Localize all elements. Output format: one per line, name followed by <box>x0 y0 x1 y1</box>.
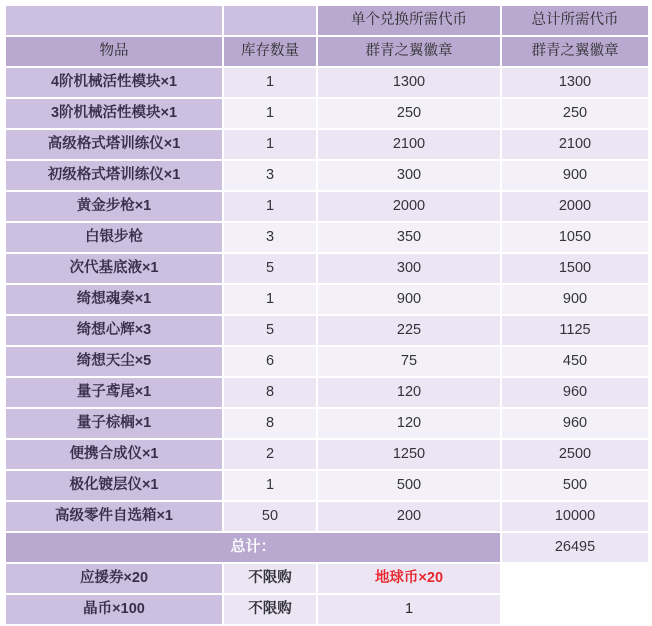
row-item-name: 便携合成仪×1 <box>5 439 223 470</box>
row-stock: 5 <box>223 315 317 346</box>
footer-stock: 不限购 <box>223 594 317 625</box>
header-total-cost: 总计所需代币 <box>501 5 649 36</box>
row-total-cost: 960 <box>501 408 649 439</box>
row-stock: 50 <box>223 501 317 532</box>
row-stock: 6 <box>223 346 317 377</box>
header-unit-currency: 群青之翼徽章 <box>317 36 501 67</box>
row-unit-cost: 900 <box>317 284 501 315</box>
row-unit-cost: 120 <box>317 377 501 408</box>
row-unit-cost: 120 <box>317 408 501 439</box>
row-unit-cost: 1300 <box>317 67 501 98</box>
row-unit-cost: 2000 <box>317 191 501 222</box>
row-item-name: 绮想魂奏×1 <box>5 284 223 315</box>
row-unit-cost: 300 <box>317 160 501 191</box>
row-item-name: 初级格式塔训练仪×1 <box>5 160 223 191</box>
row-total-cost: 960 <box>501 377 649 408</box>
footer-item-name: 晶币×100 <box>5 594 223 625</box>
row-item-name: 绮想心辉×3 <box>5 315 223 346</box>
table-row <box>5 346 649 377</box>
row-stock: 5 <box>223 253 317 284</box>
table-totals-row <box>5 532 649 563</box>
table-row <box>5 470 649 501</box>
table-row <box>5 160 649 191</box>
footer-total-cost <box>501 563 649 594</box>
footer-stock: 不限购 <box>223 563 317 594</box>
row-stock: 1 <box>223 67 317 98</box>
row-total-cost: 1125 <box>501 315 649 346</box>
row-total-cost: 10000 <box>501 501 649 532</box>
row-stock: 8 <box>223 377 317 408</box>
table-row <box>5 222 649 253</box>
row-total-cost: 1050 <box>501 222 649 253</box>
table-row <box>5 253 649 284</box>
header-unit-cost: 单个兑换所需代币 <box>317 5 501 36</box>
row-item-name: 白银步枪 <box>5 222 223 253</box>
row-unit-cost: 1250 <box>317 439 501 470</box>
row-item-name: 量子鸢尾×1 <box>5 377 223 408</box>
row-stock: 1 <box>223 129 317 160</box>
row-total-cost: 1500 <box>501 253 649 284</box>
row-unit-cost: 500 <box>317 470 501 501</box>
row-stock: 8 <box>223 408 317 439</box>
row-unit-cost: 200 <box>317 501 501 532</box>
exchange-cost-table-sheet <box>0 4 652 617</box>
row-total-cost: 2500 <box>501 439 649 470</box>
footer-unit-cost: 1 <box>317 594 501 625</box>
exchange-cost-table <box>4 4 650 626</box>
header-stock: 库存数量 <box>223 36 317 67</box>
row-unit-cost: 350 <box>317 222 501 253</box>
row-total-cost: 1300 <box>501 67 649 98</box>
table-row <box>5 191 649 222</box>
row-unit-cost: 250 <box>317 98 501 129</box>
row-item-name: 高级零件自选箱×1 <box>5 501 223 532</box>
row-item-name: 次代基底液×1 <box>5 253 223 284</box>
table-row <box>5 129 649 160</box>
row-stock: 1 <box>223 98 317 129</box>
footer-item-name: 应援券×20 <box>5 563 223 594</box>
row-total-cost: 500 <box>501 470 649 501</box>
table-footer-row <box>5 563 649 594</box>
row-total-cost: 450 <box>501 346 649 377</box>
header-total-currency: 群青之翼徽章 <box>501 36 649 67</box>
table-header-row-top <box>5 5 649 36</box>
header-blank-stock <box>223 5 317 36</box>
row-unit-cost: 225 <box>317 315 501 346</box>
table-row <box>5 501 649 532</box>
row-unit-cost: 2100 <box>317 129 501 160</box>
row-total-cost: 2100 <box>501 129 649 160</box>
table-row <box>5 284 649 315</box>
row-stock: 3 <box>223 160 317 191</box>
row-total-cost: 900 <box>501 284 649 315</box>
row-stock: 2 <box>223 439 317 470</box>
row-item-name: 黄金步枪×1 <box>5 191 223 222</box>
row-stock: 1 <box>223 191 317 222</box>
row-item-name: 高级格式塔训练仪×1 <box>5 129 223 160</box>
totals-label: 总计： <box>5 532 501 563</box>
row-item-name: 4阶机械活性模块×1 <box>5 67 223 98</box>
table-header-row-second <box>5 36 649 67</box>
row-total-cost: 900 <box>501 160 649 191</box>
table-row <box>5 67 649 98</box>
row-item-name: 极化镀层仪×1 <box>5 470 223 501</box>
table-row <box>5 408 649 439</box>
totals-value: 26495 <box>501 532 649 563</box>
table-row <box>5 377 649 408</box>
row-total-cost: 2000 <box>501 191 649 222</box>
table-row <box>5 439 649 470</box>
row-item-name: 量子棕榈×1 <box>5 408 223 439</box>
header-blank-item <box>5 5 223 36</box>
row-unit-cost: 300 <box>317 253 501 284</box>
row-stock: 3 <box>223 222 317 253</box>
row-stock: 1 <box>223 470 317 501</box>
header-item: 物品 <box>5 36 223 67</box>
row-unit-cost: 75 <box>317 346 501 377</box>
table-row <box>5 315 649 346</box>
footer-unit-cost: 地球币×20 <box>317 563 501 594</box>
row-stock: 1 <box>223 284 317 315</box>
table-row <box>5 98 649 129</box>
row-total-cost: 250 <box>501 98 649 129</box>
row-item-name: 3阶机械活性模块×1 <box>5 98 223 129</box>
row-item-name: 绮想天尘×5 <box>5 346 223 377</box>
